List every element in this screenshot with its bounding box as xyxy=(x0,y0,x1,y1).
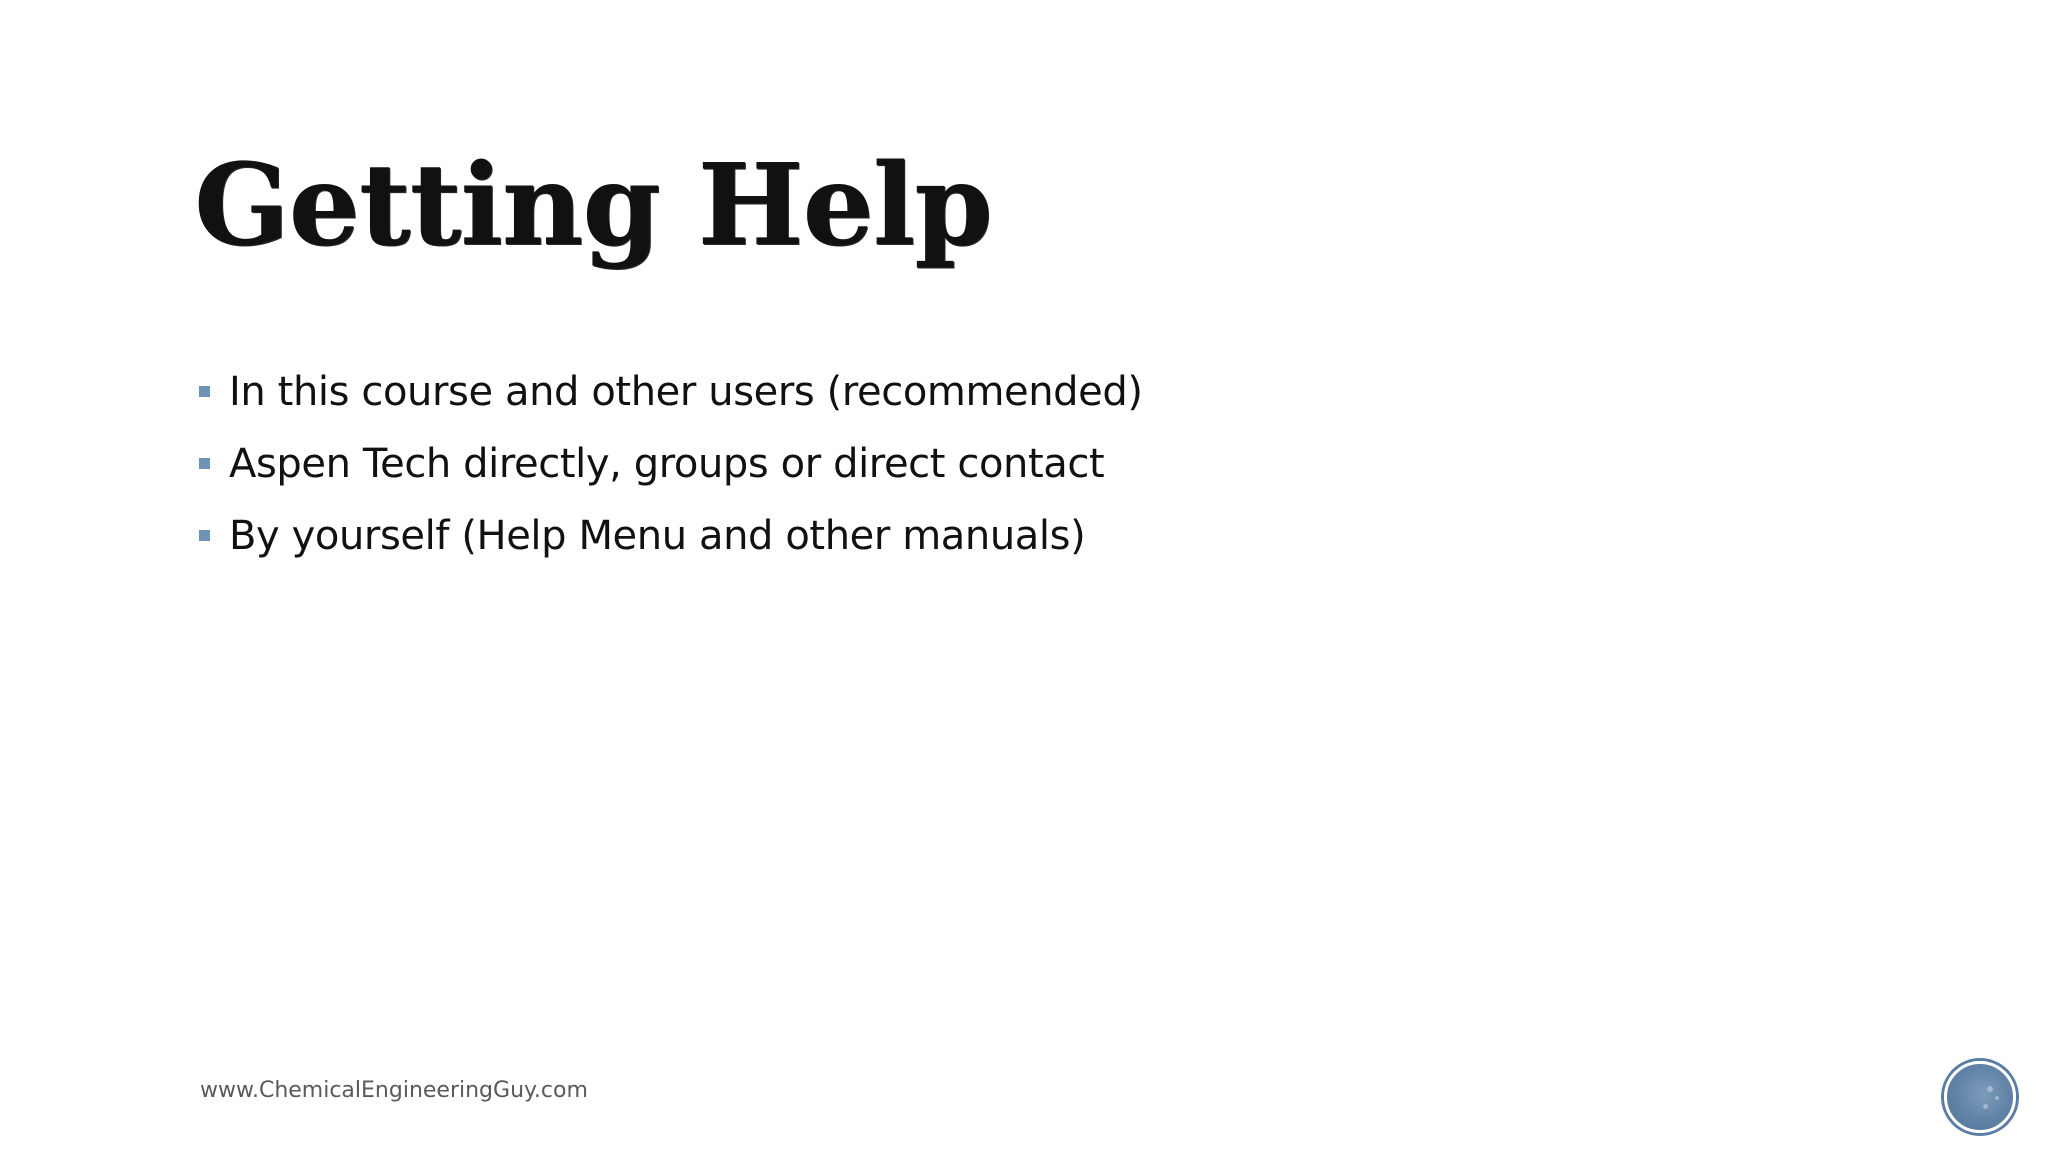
square-bullet-icon xyxy=(199,386,210,397)
bullet-text: By yourself (Help Menu and other manuals) xyxy=(229,513,1086,559)
footer-url[interactable]: www.ChemicalEngineeringGuy.com xyxy=(200,1078,588,1103)
circle-badge-icon xyxy=(1944,1061,2016,1133)
bullet-text: In this course and other users (recommended) xyxy=(229,369,1143,415)
bullet-text: Aspen Tech directly, groups or direct contact xyxy=(229,441,1105,487)
square-bullet-icon xyxy=(199,530,210,541)
slide-title: Getting Help xyxy=(194,140,992,271)
square-bullet-icon xyxy=(199,458,210,469)
